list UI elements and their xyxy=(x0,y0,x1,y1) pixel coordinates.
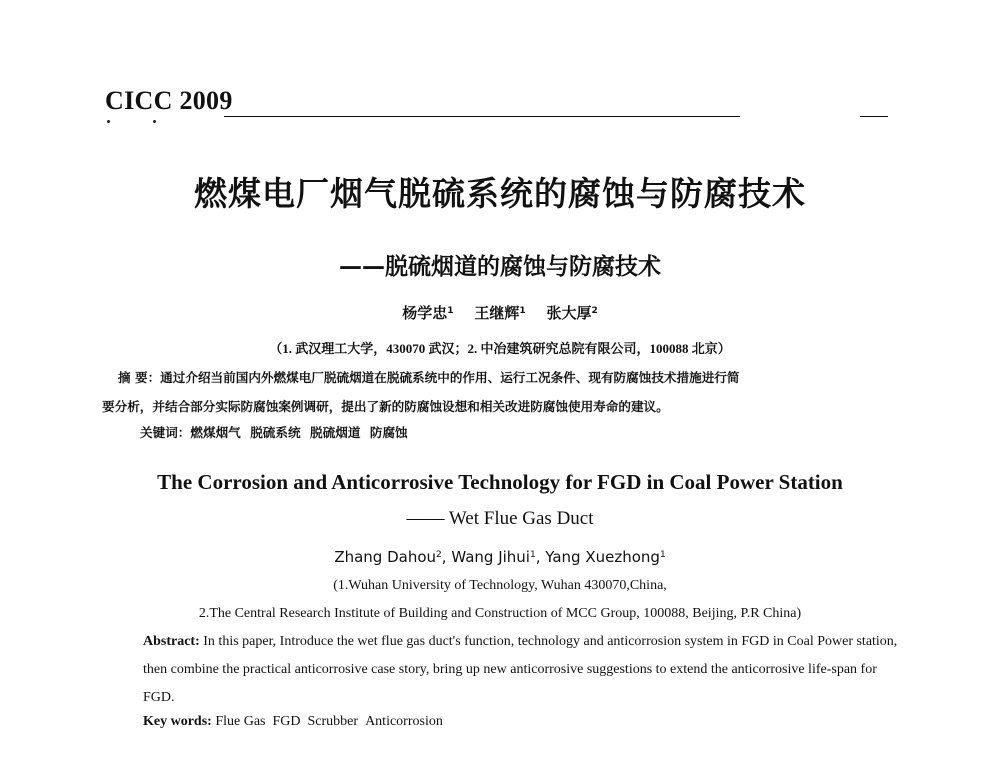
keyword-en: FGD xyxy=(272,714,301,729)
paper-subtitle-cn: ——脱硫烟道的腐蚀与防腐技术 xyxy=(339,254,661,280)
paper-subtitle-en: —— Wet Flue Gas Duct xyxy=(406,508,594,529)
abstract-text-cn-line2: 要分析，并结合部分实际防腐蚀案例调研，提出了新的防腐蚀设想和相关改进防腐蚀使用寿命的建议。 xyxy=(102,400,669,414)
keywords-label-en: Key words: xyxy=(143,714,212,729)
abstract-label-en: Abstract: xyxy=(143,634,200,649)
paper-title-cn: 燃煤电厂烟气脱硫系统的腐蚀与防腐技术 xyxy=(194,174,806,213)
keyword-cn: 防腐蚀 xyxy=(369,426,408,440)
author-en: Yang Xuezhong$^1$ xyxy=(545,548,666,566)
author-en: Wang Jihui$^1$, xyxy=(451,548,546,566)
author-en: Zhang Dahou$^2$, xyxy=(334,548,452,566)
keyword-cn: 脱硫烟道 xyxy=(310,426,361,440)
affiliation-en-line2: 2.The Central Research Institute of Building and Construction of MCC Group, 100088, Beijing, P.R China) xyxy=(198,606,802,621)
abstract-en xyxy=(105,628,905,712)
author-cn: 王继辉$^1$ xyxy=(474,304,526,322)
abstract-text-en: In this paper, Introduce the wet flue gas duct's function, technology and anticorrosion system in FGD in Coal Power station, then combine the practical anticorrosive case story, bring up new anticorrosive suggestions to extend the anticorrosive life-span for FGD. xyxy=(143,634,898,705)
author-cn: 杨学忠$^1$ xyxy=(402,304,454,322)
abstract-label-cn: 摘 要： xyxy=(118,370,161,385)
keyword-en: Scrubber xyxy=(307,714,359,729)
keywords-cn xyxy=(140,418,408,448)
authors-cn xyxy=(0,302,1000,323)
abstract-text-cn-line1: 通过介绍当前国内外燃煤电厂脱硫烟道在脱硫系统中的作用、运行工况条件、现有防腐蚀技术措施进行简 xyxy=(160,371,740,385)
header-rule-short xyxy=(860,116,888,117)
keyword-cn: 燃煤烟气 xyxy=(190,426,241,440)
paper-title-en: The Corrosion and Anticorrosive Technology for FGD in Coal Power Station xyxy=(157,470,843,494)
header-rule xyxy=(224,116,740,117)
keyword-en: Anticorrosion xyxy=(365,714,443,729)
header-dot-mark xyxy=(153,120,156,123)
keywords-label-cn: 关键词： xyxy=(140,425,191,440)
author-cn: 张大厚$^2$ xyxy=(546,304,598,322)
affiliation-en-line1: (1.Wuhan University of Technology, Wuhan 430070,China, xyxy=(333,578,667,593)
header-dot-mark xyxy=(107,120,110,123)
keyword-en: Flue Gas xyxy=(215,714,266,729)
conference-code: CICC 2009 xyxy=(105,86,233,115)
affiliation-cn: （1. 武汉理工大学，430070 武汉；2. 中冶建筑研究总院有限公司，100088 北京） xyxy=(269,341,731,356)
authors-en xyxy=(0,548,1000,566)
keyword-cn: 脱硫系统 xyxy=(250,426,301,440)
keywords-en xyxy=(143,714,443,730)
abstract-cn xyxy=(102,363,908,422)
